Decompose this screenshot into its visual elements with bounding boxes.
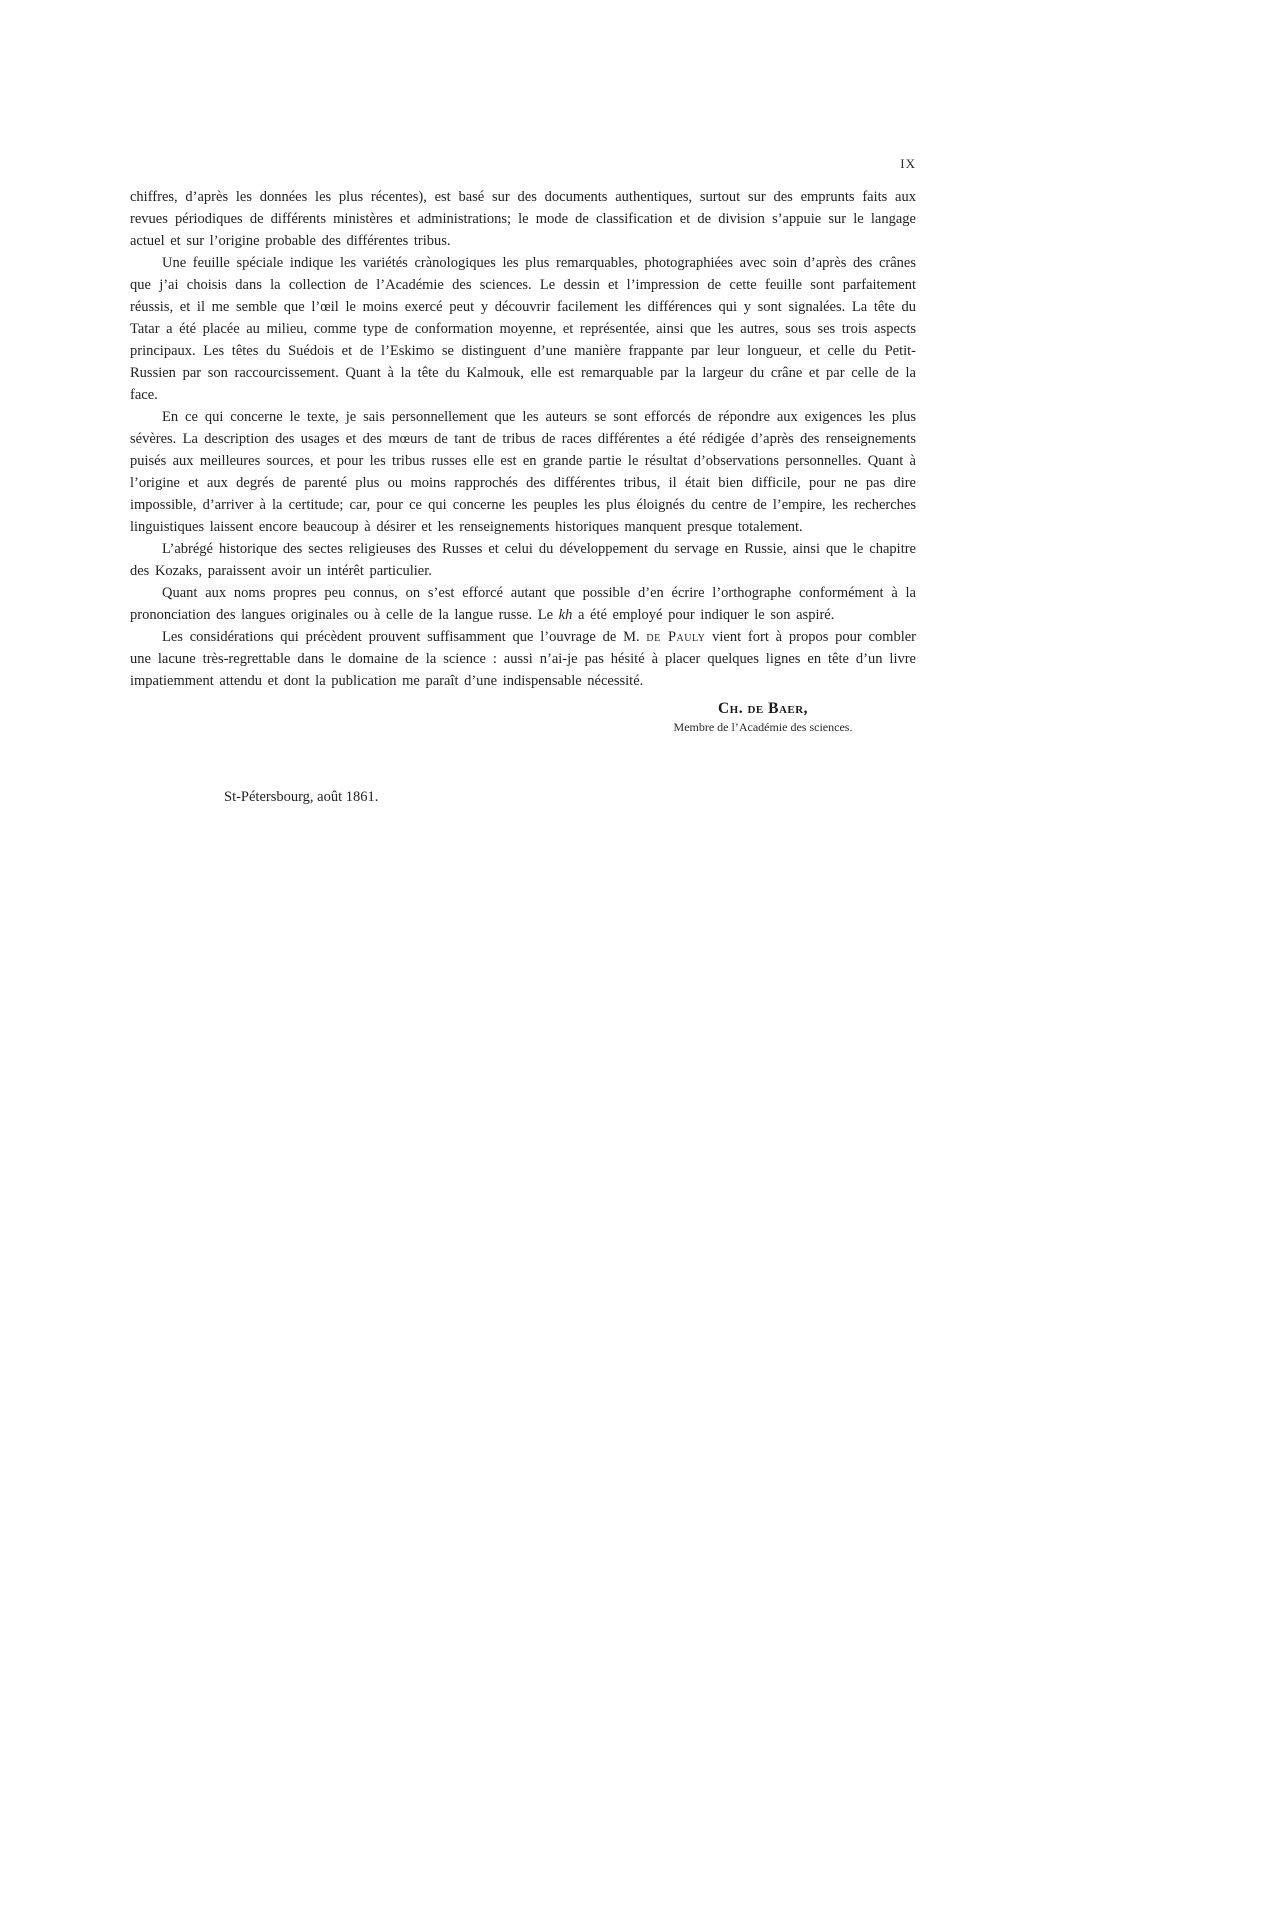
signature-title: Membre de l’Académie des sciences. xyxy=(673,720,853,734)
signature-name: Ch. de Baer, xyxy=(717,700,809,717)
text-segment: Quant aux noms propres peu connus, on s’est efforcé autant que possible d’en écrire l’orthographe conformément à la prononciation des langues originales ou à celle de la langue russe. Le xyxy=(130,585,916,623)
body-text xyxy=(130,186,916,692)
paragraph xyxy=(130,406,916,538)
text-segment: L’abrégé historique des sectes religieuses des Russes et celui du développement du servage en Russie, ainsi que le chapitre des Kozaks, paraissent avoir un intérêt particulier. xyxy=(130,541,916,579)
page-number: IX xyxy=(900,156,916,171)
text-segment: chiffres, d’après les données les plus récentes), est basé sur des documents authentiques, surtout sur des emprunts faits aux revues périodiques de différents ministères et administrations; le mode de classification et de division s’appuie sur le langage actuel et sur l’origine probable des différentes tribus. xyxy=(130,189,916,249)
signature-block xyxy=(613,700,913,735)
paragraph xyxy=(130,186,916,252)
italic-text: kh xyxy=(558,607,573,623)
paragraph xyxy=(130,626,916,692)
text-segment: vient fort à propos pour combler une lacune très-regrettable dans le domaine de la science : aussi n’ai-je pas hésité à placer quelques lignes en tête d’un livre impatiemment attendu et dont la publication me paraît d’une indispensable nécessité. xyxy=(130,629,917,689)
paragraph xyxy=(130,582,916,626)
smallcaps-text: de Pauly xyxy=(646,629,706,645)
paragraph xyxy=(130,538,916,582)
text-segment: En ce qui concerne le texte, je sais personnellement que les auteurs se sont efforcés de répondre aux exigences les plus sévères. La description des usages et des mœurs de tant de tribus de races différentes a été rédigée d’après des renseignements puisés aux meilleures sources, et pour les tribus russes elle est en grande partie le résultat d’observations personnelles. Quant à l’origine et aux degrés de parenté plus ou moins rapprochés des différentes tribus, il était bien difficile, pour ne pas dire impossible, d’arriver à la certitude; car, pour ce qui concerne les peuples les plus éloignés du centre de l’empire, les recherches linguistiques laissent encore beaucoup à désirer et les renseignements historiques manquent presque totalement. xyxy=(130,409,916,535)
text-segment: Les considérations qui précèdent prouvent suffisamment que l’ouvrage de M. xyxy=(162,629,647,645)
text-segment: Une feuille spéciale indique les variétés crànologiques les plus remarquables, photographiées avec soin d’après des crânes que j’ai choisis dans la collection de l’Académie des sciences. Le dessin et l’impression de cette feuille sont parfaitement réussis, et il me semble que l’œil le moins exercé peut y découvrir facilement les différences qui y sont signalées. La tête du Tatar a été placée au milieu, comme type de conformation moyenne, et représentée, ainsi que les autres, sous ses trois aspects principaux. Les têtes du Suédois et de l’Eskimo se distinguent d’une manière frappante par leur longueur, et celle du Petit-Russien par son raccourcissement. Quant à la tête du Kalmouk, elle est remarquable par la largeur du crâne et par celle de la face. xyxy=(130,255,916,403)
text-segment: a été employé pour indiquer le son aspiré. xyxy=(572,607,835,623)
dateline: St-Pétersbourg, août 1861. xyxy=(224,789,379,805)
paragraph xyxy=(130,252,916,406)
